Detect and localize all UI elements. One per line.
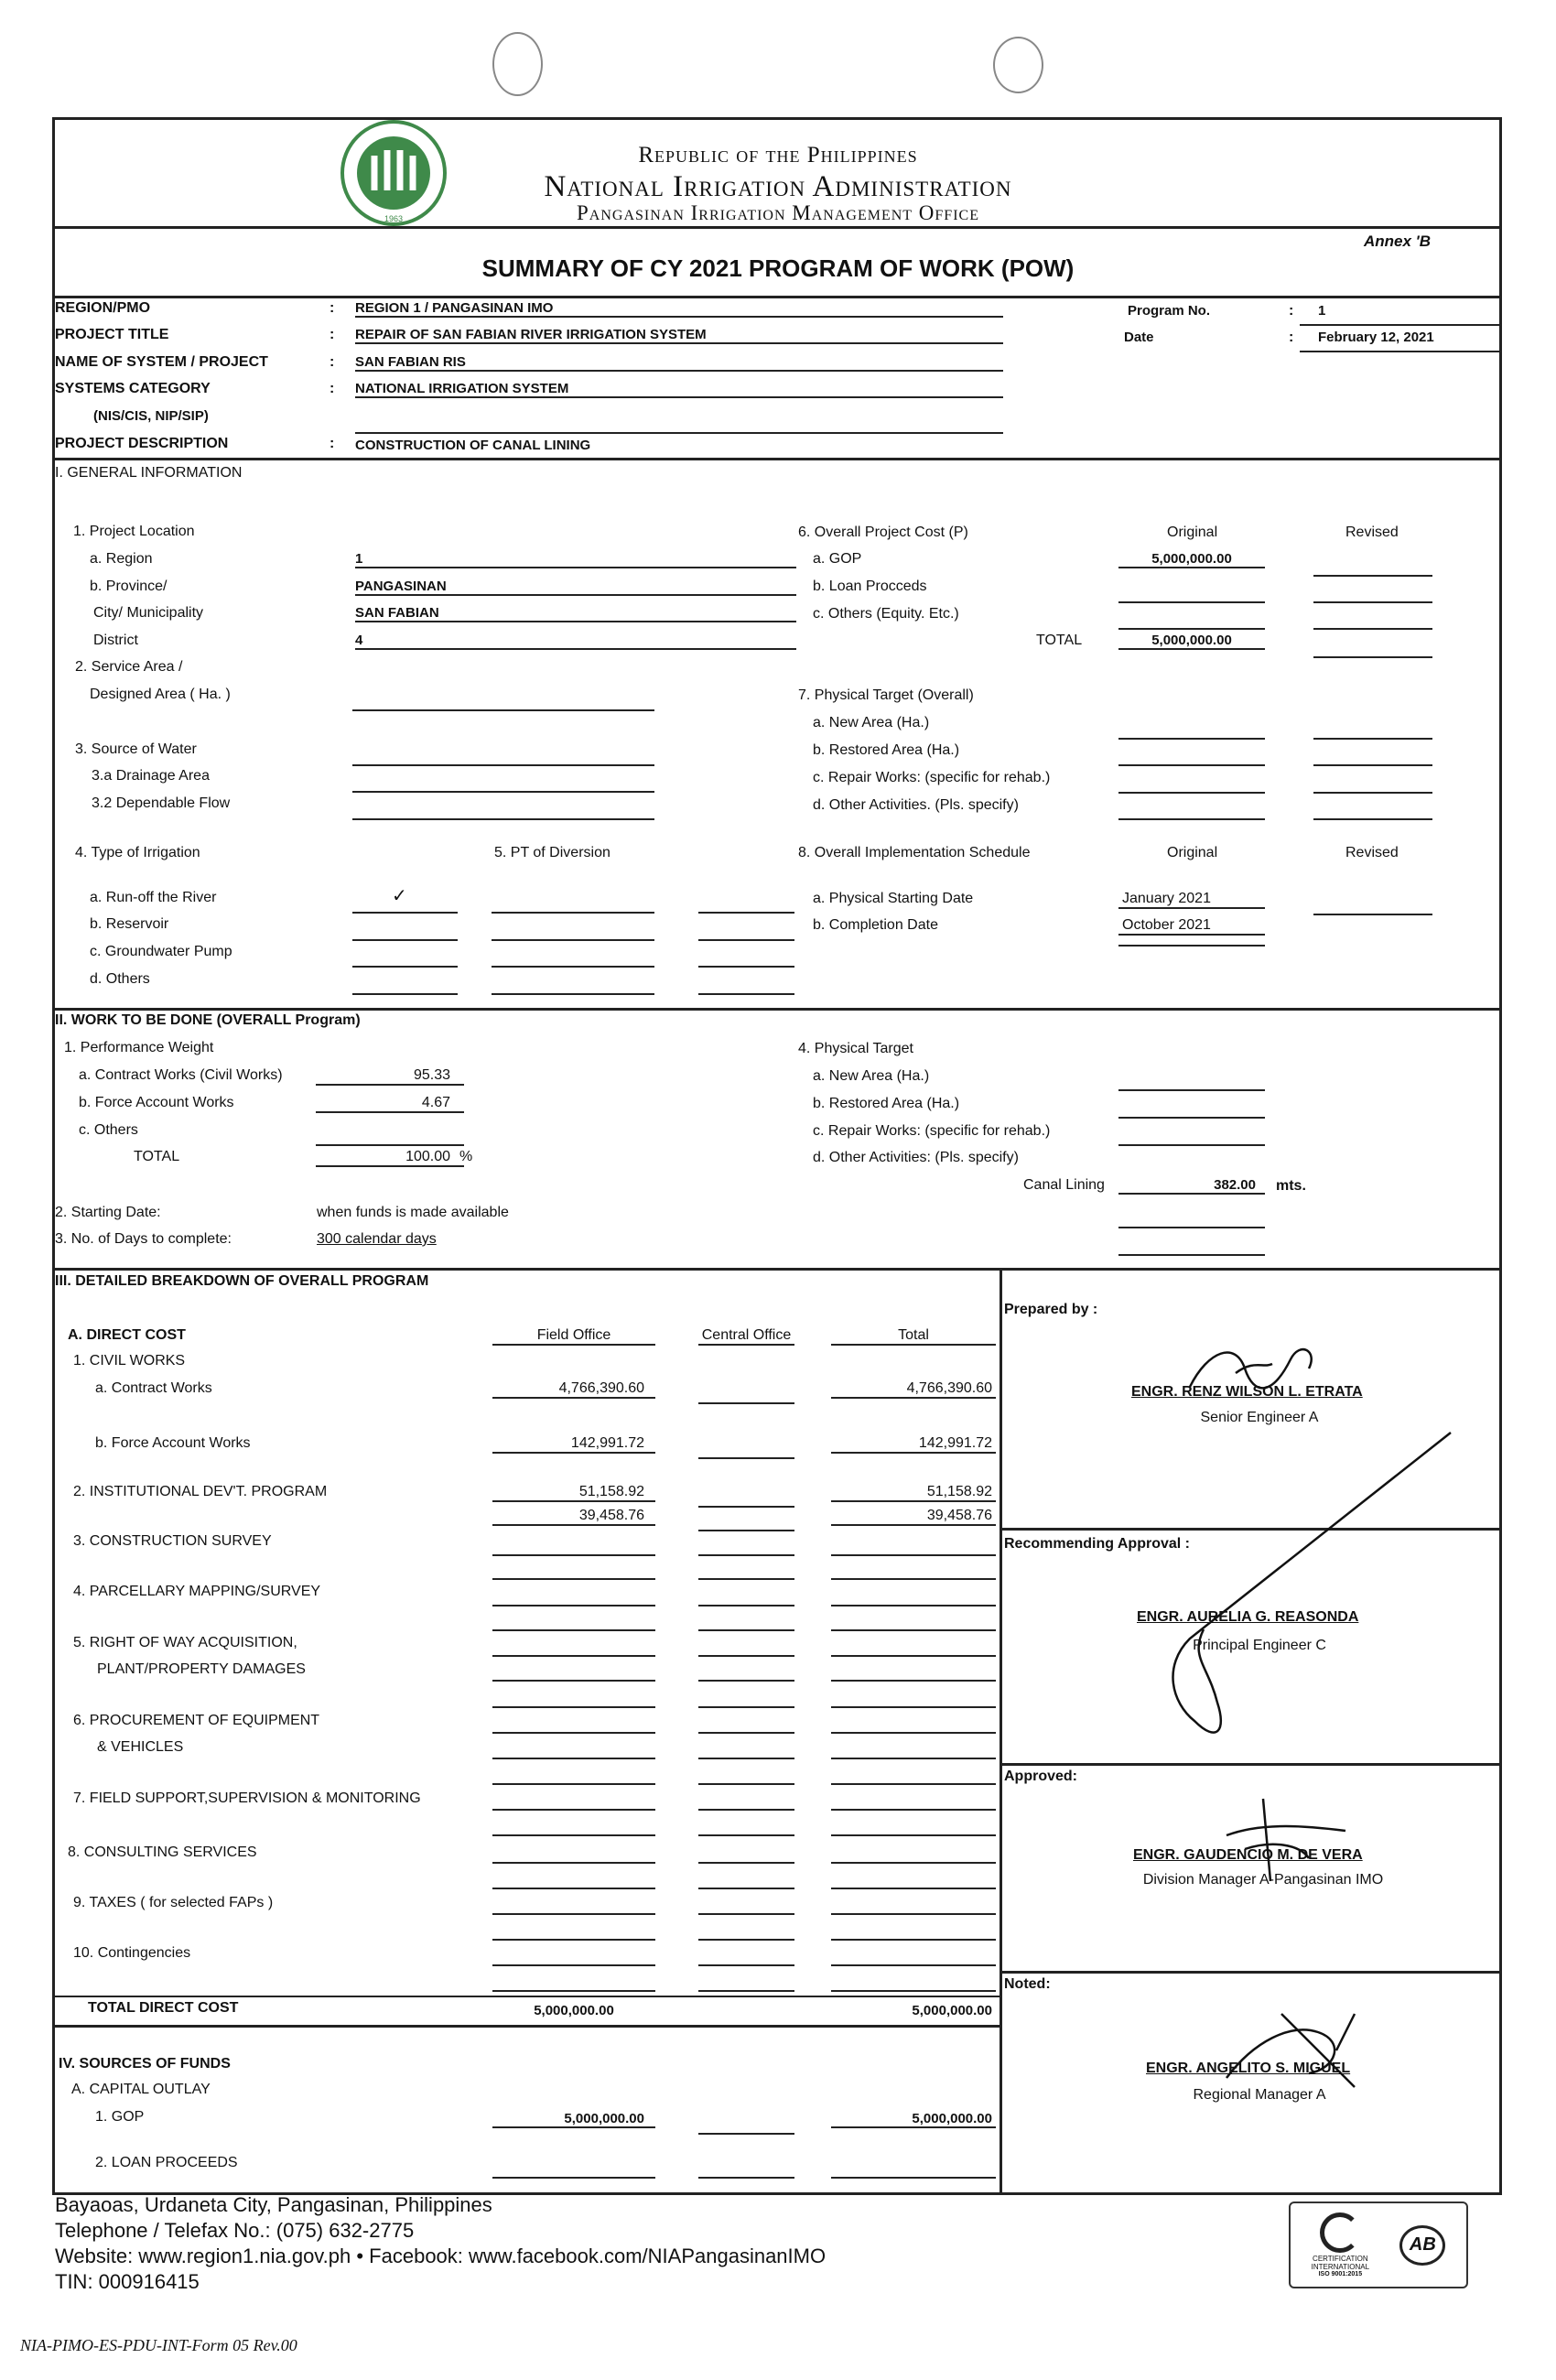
blank-line [698,2177,794,2179]
blank-line [698,1402,794,1404]
blank-line [1118,1144,1265,1146]
schedule-revised: Revised [1345,845,1399,860]
date-label: Date [1124,330,1154,345]
blank-line [831,1888,996,1889]
cert-line1: CERTIFICATION [1313,2255,1368,2263]
date-value: February 12, 2021 [1318,330,1434,345]
blank-line [1118,1117,1265,1119]
blank-line [492,993,654,995]
blank-line [352,993,458,995]
noted-label: Noted: [1004,1976,1051,1992]
total-direct-field: 5,000,000.00 [534,2003,614,2018]
start-date-value: January 2021 [1118,891,1265,909]
blank-line [831,1964,996,1966]
blank-line [831,1655,996,1657]
blank-line [831,1783,996,1785]
blank-line [698,1758,794,1759]
blank-line [831,1809,996,1811]
canal-lining: Canal Lining [1023,1177,1105,1193]
blank-line [698,2133,794,2135]
others-item: d. Others [90,971,150,987]
blank-line [698,1506,794,1508]
blank-line [1118,792,1265,794]
blank-line [492,1655,655,1657]
others-works: c. Others [79,1122,138,1138]
blank-line [492,1554,655,1556]
certification-badge [1289,2202,1468,2288]
blank-line [698,939,794,941]
others-eq-item: c. Others (Equity. Etc.) [813,606,959,622]
mts-unit: mts. [1276,1178,1306,1194]
bd-row2: PLANT/PROPERTY DAMAGES [97,1661,306,1677]
funds-gop: 1. GOP [95,2109,145,2125]
reservoir-item: b. Reservoir [90,916,169,932]
funds-gop-total: 5,000,000.00 [831,2111,996,2128]
ab-text: AB [1409,2234,1436,2255]
bd-contract-total: 4,766,390.60 [831,1380,996,1399]
annex-label: Annex 'B [1364,233,1431,250]
blank-line [698,993,794,995]
weight-total-label: TOTAL [134,1149,180,1164]
signature-line [1153,1428,1455,1767]
designed-area: Designed Area ( Ha. ) [90,687,231,702]
header-agency: National Irrigation Administration [544,170,1012,203]
header-office: Pangasinan Irrigation Management Office [577,201,979,224]
category-sub: (NIS/CIS, NIP/SIP) [93,408,209,424]
system-label: NAME OF SYSTEM / PROJECT [55,354,268,370]
work-heading: II. WORK TO BE DONE (OVERALL Program) [55,1012,361,1028]
colon: : [1289,303,1294,319]
divider [52,2025,1001,2028]
city-value: SAN FABIAN [355,605,796,622]
blank-line [698,1834,794,1836]
blank-line [698,1888,794,1889]
blank-line [1313,764,1432,766]
blank-line [492,1680,655,1682]
blank-line [1313,601,1432,603]
bd-procure: 6. PROCUREMENT OF EQUIPMENT [73,1713,320,1728]
divider [52,1268,1502,1271]
contract-works-value: 95.33 [316,1067,464,1086]
blank-line [492,1939,655,1941]
blank-line [831,1913,996,1915]
footer-address: Bayaoas, Urdaneta City, Pangasinan, Philippines [55,2193,492,2216]
contract-works: a. Contract Works (Civil Works) [79,1067,283,1083]
province-item: b. Province/ [90,579,167,594]
blank-line [492,1629,655,1631]
desc-label: PROJECT DESCRIPTION [55,436,229,451]
recommending-label: Recommending Approval : [1004,1536,1190,1552]
cost-heading: 6. Overall Project Cost (P) [798,525,968,540]
city-item: City/ Municipality [93,605,204,621]
starting-date-value: when funds is made available [317,1205,509,1220]
blank-line [698,1990,794,1992]
blank-line [352,966,458,968]
drainage-area: 3.a Drainage Area [92,768,210,784]
blank-line [1313,914,1432,915]
approved-label: Approved: [1004,1769,1077,1784]
region-item: a. Region [90,551,153,567]
page-title: SUMMARY OF CY 2021 PROGRAM OF WORK (POW) [481,254,1075,282]
force-works-value: 4.67 [316,1095,464,1113]
system-value: SAN FABIAN RIS [355,354,1003,372]
colon: : [330,436,335,451]
logo-year: 1963 [384,214,404,223]
days-complete-value: 300 calendar days [317,1231,437,1247]
work-new-area: a. New Area (Ha.) [813,1068,930,1084]
bd-idp-field2: 39,458.76 [492,1508,655,1526]
bd-idp-total2: 39,458.76 [831,1508,996,1526]
groundwater-item: c. Groundwater Pump [90,944,232,959]
col-total: Total [831,1327,996,1346]
divider [52,226,1502,229]
blank-line [492,1964,655,1966]
line [1300,351,1501,352]
blank-line [492,1578,655,1580]
blank-line [698,1939,794,1941]
blank-line [831,1758,996,1759]
colon: : [330,354,335,370]
blank-line [831,1578,996,1580]
district-value: 4 [355,633,796,650]
blank-line [1118,628,1265,630]
blank-line [492,912,654,914]
new-area: a. New Area (Ha.) [813,715,930,730]
district-item: District [93,633,138,648]
footer-tin: TIN: 000916415 [55,2270,200,2293]
colon: : [330,300,335,316]
line [1300,324,1501,326]
blank-line [831,1706,996,1708]
blank-line [492,1809,655,1811]
blank-line [1313,628,1432,630]
civil-works: 1. CIVIL WORKS [73,1353,186,1368]
blank-line [831,2177,996,2179]
bd-row: 5. RIGHT OF WAY ACQUISITION, [73,1635,297,1650]
blank-line [492,1783,655,1785]
category-label: SYSTEMS CATEGORY [55,381,211,396]
loan-item: b. Loan Procceds [813,579,927,594]
ab-logo-icon [1399,2225,1445,2266]
bd-taxes: 9. TAXES ( for selected FAPs ) [73,1895,274,1910]
prepared-name: ENGR. RENZ WILSON L. ETRATA [1131,1384,1363,1400]
breakdown-heading: III. DETAILED BREAKDOWN OF OVERALL PROGRAM [55,1273,429,1289]
recommending-name: ENGR. AURELIA G. REASONDA [1137,1609,1359,1625]
blank-line [698,966,794,968]
blank-line [352,818,654,820]
gop-item: a. GOP [813,551,862,567]
bd-contingencies: 10. Contingencies [73,1945,191,1961]
desc-value: CONSTRUCTION OF CANAL LINING [355,438,591,453]
completion-date: b. Completion Date [813,917,938,933]
blank-line [698,1530,794,1531]
blank-line [492,2177,655,2179]
blank-line [1313,575,1432,577]
blank-line [698,1706,794,1708]
divider [52,1996,1001,1997]
category-value: NATIONAL IRRIGATION SYSTEM [355,381,1003,398]
punch-hole [993,37,1043,93]
blank-line [492,1834,655,1836]
cost-total-label: TOTAL [1036,633,1083,648]
blank-line [492,1706,655,1708]
blank-line [1118,601,1265,603]
capital-outlay: A. CAPITAL OUTLAY [71,2082,211,2097]
blank-line [831,1680,996,1682]
blank-line [698,912,794,914]
col-central: Central Office [698,1327,794,1346]
province-value: PANGASINAN [355,579,796,596]
cert-ring-icon [1320,2212,1360,2253]
prepared-label: Prepared by : [1004,1302,1098,1317]
prepared-title: Senior Engineer A [1200,1410,1319,1425]
blank-line [492,1990,655,1992]
divider [1000,1763,1502,1766]
title-value: REPAIR OF SAN FABIAN RIVER IRRIGATION SYSTEM [355,327,1003,344]
divider [52,296,1502,298]
blank-line [352,709,654,711]
total-direct-label: TOTAL DIRECT COST [88,2000,239,2016]
work-phys: 4. Physical Target [798,1041,913,1056]
region-item-value: 1 [355,551,796,568]
phys-heading: 7. Physical Target (Overall) [798,687,974,703]
blank-line [316,1144,464,1146]
divider [52,458,1502,460]
blank-line [1118,818,1265,820]
colon: : [330,327,335,342]
blank-line [1313,818,1432,820]
divider [52,1008,1502,1011]
pt-diversion: 5. PT of Diversion [494,845,611,860]
blank-line [831,1605,996,1606]
bd-procure2: & VEHICLES [97,1739,184,1755]
cost-total-value: 5,000,000.00 [1118,633,1265,650]
bd-idp-total: 51,158.92 [831,1484,996,1502]
direct-cost: A. DIRECT COST [68,1327,186,1343]
blank-line [492,1888,655,1889]
days-complete: 3. No. of Days to complete: [55,1231,232,1247]
canal-lining-value: 382.00 [1118,1177,1265,1195]
bd-force: b. Force Account Works [95,1435,251,1451]
blank-line [492,1732,655,1734]
blank-line [1118,1089,1265,1091]
footer-phone: Telephone / Telefax No.: (075) 632-2775 [55,2219,415,2242]
blank-line [831,1862,996,1864]
recommending-title: Principal Engineer C [1193,1638,1326,1653]
blank-line [698,1862,794,1864]
bd-survey: 3. CONSTRUCTION SURVEY [73,1533,272,1549]
blank-line [698,1554,794,1556]
blank-line [698,1783,794,1785]
approved-title: Division Manager A-Pangasinan IMO [1142,1872,1384,1888]
blank-line [352,764,654,766]
schedule-heading: 8. Overall Implementation Schedule [798,845,1031,860]
runoff-check: ✓ [392,886,407,906]
restored-area: b. Restored Area (Ha.) [813,742,960,758]
repair-works: c. Repair Works: (specific for rehab.) [813,770,1051,785]
blank-line [698,1457,794,1459]
col-field: Field Office [492,1327,655,1346]
blank-line [698,1605,794,1606]
service-area: 2. Service Area / [75,659,183,675]
bd-idp-field: 51,158.92 [492,1484,655,1502]
bd-contract: a. Contract Works [95,1380,212,1396]
region-value: REGION 1 / PANGASINAN IMO [355,300,1003,318]
funds-loan: 2. LOAN PROCEEDS [95,2155,238,2170]
noted-title: Regional Manager A [1193,2087,1326,2103]
blank-line [831,1554,996,1556]
ab-mark [1399,2225,1445,2266]
runoff-item: a. Run-off the River [90,890,217,905]
program-no-label: Program No. [1128,303,1211,319]
bd-mapping: 4. PARCELLARY MAPPING/SURVEY [73,1584,321,1599]
total-direct-total: 5,000,000.00 [912,2003,992,2018]
bd-consulting: 8. CONSULTING SERVICES [68,1844,257,1860]
start-date: a. Physical Starting Date [813,891,974,906]
region-label: REGION/PMO [55,300,151,316]
cert-line3: ISO 9001:2015 [1318,2271,1363,2277]
weight-total-value: 100.00 [316,1149,464,1167]
schedule-original: Original [1167,845,1218,860]
blank-line [1118,738,1265,740]
blank-line [1313,792,1432,794]
blank-line [492,966,654,968]
blank-line [1118,1227,1265,1228]
column-divider [1000,1268,1002,2195]
completion-date-value: October 2021 [1118,917,1265,936]
blank-line [831,1939,996,1941]
blank-line [355,432,1003,434]
blank-line [698,1809,794,1811]
punch-hole [492,32,543,96]
original-heading: Original [1167,525,1218,540]
divider [1000,1971,1502,1974]
blank-line [352,791,654,793]
force-works: b. Force Account Works [79,1095,234,1110]
colon: : [1289,330,1294,345]
blank-line [831,1732,996,1734]
title-label: PROJECT TITLE [55,327,169,342]
noted-name: ENGR. ANGELITO S. MIGUEL [1146,2061,1351,2076]
general-heading: I. GENERAL INFORMATION [55,465,243,481]
blank-line [831,1990,996,1992]
gop-value: 5,000,000.00 [1118,551,1265,568]
blank-line [698,1732,794,1734]
funds-gop-field: 5,000,000.00 [492,2111,655,2128]
blank-line [1313,656,1432,658]
blank-line [492,1913,655,1915]
blank-line [698,1913,794,1915]
blank-line [698,1629,794,1631]
approved-name: ENGR. GAUDENCIO M. DE VERA [1133,1847,1363,1863]
dependable-flow: 3.2 Dependable Flow [92,795,231,811]
blank-line [352,912,458,914]
blank-line [698,1680,794,1682]
blank-line [1118,764,1265,766]
sources-heading: IV. SOURCES OF FUNDS [59,2056,231,2072]
blank-line [831,1834,996,1836]
blank-line [492,939,654,941]
colon: : [330,381,335,396]
bd-force-field: 142,991.72 [492,1435,655,1454]
starting-date: 2. Starting Date: [55,1205,161,1220]
project-location: 1. Project Location [73,524,195,539]
blank-line [698,1964,794,1966]
nia-logo [334,119,453,227]
cert-mark [1312,2212,1369,2277]
revised-heading: Revised [1345,525,1399,540]
work-restored: b. Restored Area (Ha.) [813,1096,960,1111]
percent-sign: % [459,1149,473,1164]
work-other-act: d. Other Activities: (Pls. specify) [813,1150,1019,1165]
cert-line2: INTERNATIONAL [1311,2263,1370,2271]
footer-web: Website: www.region1.nia.gov.ph • Facebook: www.facebook.com/NIAPangasinanIMO [55,2245,827,2267]
blank-line [1313,738,1432,740]
form-number: NIA-PIMO-ES-PDU-INT-Form 05 Rev.00 [20,2336,297,2354]
blank-line [492,1605,655,1606]
blank-line [352,939,458,941]
program-no-value: 1 [1318,303,1326,319]
other-activities: d. Other Activities. (Pls. specify) [813,797,1019,813]
blank-line [831,1629,996,1631]
blank-line [1118,1254,1265,1256]
source-water: 3. Source of Water [75,741,197,757]
blank-line [698,1578,794,1580]
perf-weight: 1. Performance Weight [64,1040,214,1055]
blank-line [1118,945,1265,947]
blank-line [698,1655,794,1657]
header-republic: Republic of the Philippines [638,143,918,168]
work-repair: c. Repair Works: (specific for rehab.) [813,1123,1051,1139]
blank-line [492,1862,655,1864]
bd-force-total: 142,991.72 [831,1435,996,1454]
bd-field-support: 7. FIELD SUPPORT,SUPERVISION & MONITORING [73,1790,421,1806]
blank-line [492,1758,655,1759]
type-irrigation: 4. Type of Irrigation [75,845,200,860]
bd-contract-field: 4,766,390.60 [492,1380,655,1399]
bd-idp: 2. INSTITUTIONAL DEV'T. PROGRAM [73,1484,328,1499]
